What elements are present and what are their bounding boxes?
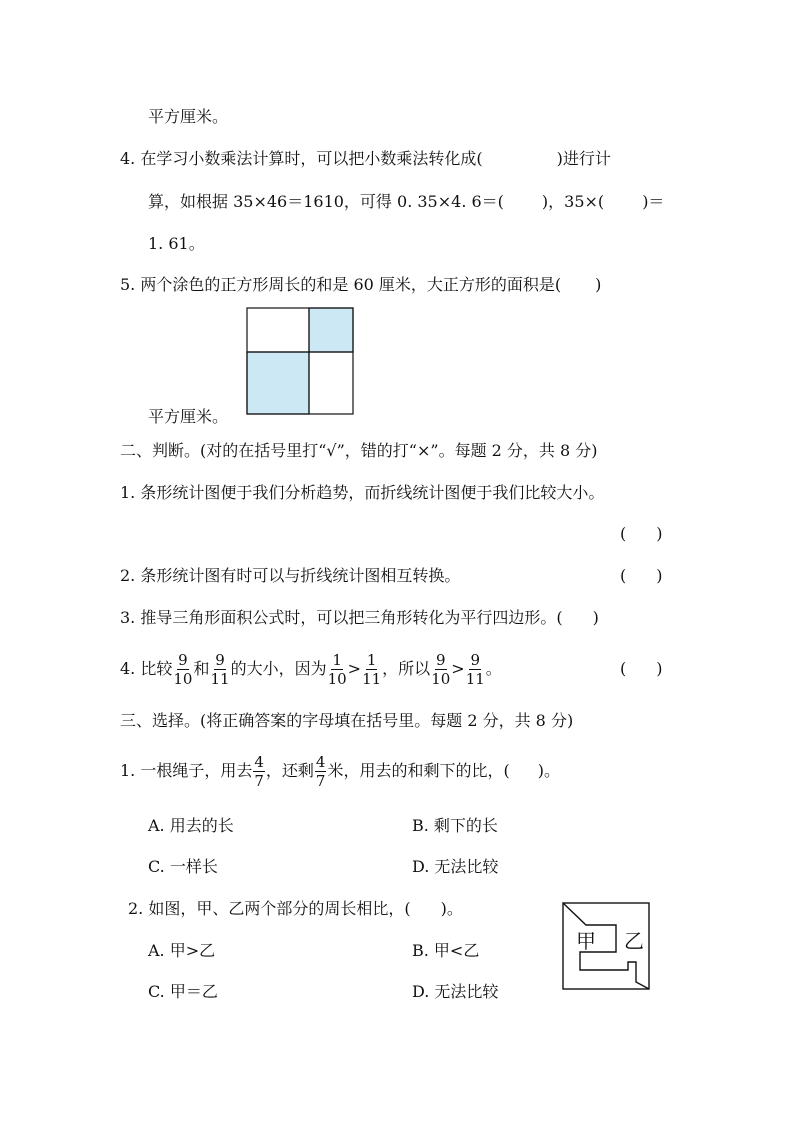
s2-q4-text-c: 的大小，因为 — [230, 659, 327, 678]
paren-open: ( — [620, 524, 627, 543]
s3-q1-text-d: )。 — [537, 761, 560, 780]
q4-line2 — [148, 191, 664, 213]
q3-continuation: 平方厘米。 — [148, 107, 229, 126]
s2-q4-text-a: 4. 比较 — [120, 659, 173, 678]
s2-q2: 2. 条形统计图有时可以与折线统计图相互转换。 — [120, 566, 461, 585]
numerator: 9 — [470, 651, 480, 669]
s3-q2-option-c[interactable]: C. 甲＝乙 — [148, 982, 218, 1001]
paren-open: ( — [620, 659, 627, 678]
fraction — [328, 651, 347, 688]
s3-q2-option-a[interactable]: A. 甲>乙 — [148, 941, 216, 960]
numerator: 4 — [315, 753, 326, 771]
greater-than: > — [347, 659, 362, 678]
numerator: 1 — [332, 651, 342, 669]
large-shaded-square — [247, 352, 309, 414]
q4-line3: 1. 61。 — [148, 234, 205, 253]
s2-q3 — [120, 607, 599, 629]
fraction — [315, 753, 327, 790]
fraction — [431, 651, 450, 688]
s3-q1-text-a: 1. 一根绳子，用去 — [120, 761, 253, 780]
fraction — [210, 651, 229, 688]
paren-close: ) — [656, 524, 663, 543]
fraction — [466, 651, 485, 688]
s2-q2-paren[interactable] — [620, 565, 663, 587]
greater-than: > — [451, 659, 465, 678]
squares-figure — [246, 307, 356, 417]
denominator: 11 — [465, 670, 485, 688]
q5-line2: 平方厘米。 — [148, 407, 229, 426]
denominator: 10 — [327, 670, 347, 688]
paren-close: ) — [656, 659, 663, 678]
s3-q1-stem — [120, 751, 560, 791]
q5-line1-text: 5. 两个涂色的正方形周长的和是 60 厘米，大正方形的面积是( — [120, 275, 562, 294]
s3-q2-option-b[interactable]: B. 甲<乙 — [412, 941, 480, 960]
q4-line1-text: 4. 在学习小数乘法计算时，可以把小数乘法转化成( — [120, 149, 483, 168]
s3-q1-option-c[interactable]: C. 一样长 — [148, 857, 218, 876]
s3-q1-option-b[interactable]: B. 剩下的长 — [412, 816, 498, 835]
fraction — [362, 651, 381, 688]
numerator: 9 — [178, 651, 188, 669]
s2-q1-paren[interactable] — [620, 523, 663, 545]
s2-q4-text-d: ，所以 — [382, 659, 431, 678]
q4-line1-end: )进行计 — [556, 149, 611, 168]
denominator: 10 — [431, 670, 451, 688]
section3-title: 三、选择。(将正确答案的字母填在括号里。每题 2 分，共 8 分) — [120, 711, 574, 730]
q4-line1 — [120, 148, 611, 170]
small-shaded-square — [309, 308, 353, 352]
s3-q2-stem — [128, 898, 463, 920]
paren-close: ) — [592, 608, 599, 627]
s2-q4-paren[interactable] — [620, 658, 663, 680]
q5-line1-end: ) — [595, 275, 602, 294]
fraction — [253, 753, 265, 790]
label-yi: 乙 — [624, 929, 644, 953]
s3-q1-text-c: 米，用去的和剩下的比，( — [327, 761, 510, 780]
jia-yi-figure — [562, 902, 652, 992]
denominator: 7 — [315, 772, 326, 790]
numerator: 9 — [215, 651, 225, 669]
numerator: 4 — [254, 753, 264, 771]
numerator: 1 — [366, 651, 377, 669]
fraction — [173, 651, 192, 688]
s3-q1-text-b: ，还剩 — [265, 761, 314, 780]
q4-line2-mid: )，35×( — [541, 192, 605, 211]
denominator: 10 — [173, 670, 193, 688]
s3-q2-option-d[interactable]: D. 无法比较 — [412, 982, 499, 1001]
s3-q1-option-a[interactable]: A. 用去的长 — [148, 816, 234, 835]
s3-q1-option-d[interactable]: D. 无法比较 — [412, 857, 499, 876]
s2-q4 — [120, 649, 502, 689]
denominator: 7 — [254, 772, 264, 790]
denominator: 11 — [362, 670, 382, 688]
denominator: 11 — [210, 670, 230, 688]
label-jia: 甲 — [576, 929, 596, 953]
q4-line2-end: )＝ — [642, 192, 665, 211]
paren-open: ( — [620, 566, 627, 585]
numerator: 9 — [435, 651, 446, 669]
s2-q4-text-e: 。 — [485, 659, 502, 678]
s2-q4-text-b: 和 — [193, 659, 210, 678]
q5-line1 — [120, 274, 601, 296]
section2-title: 二、判断。(对的在括号里打“√”，错的打“×”。每题 2 分，共 8 分) — [120, 441, 598, 460]
q4-line2-text: 算，如根据 35×46＝1610，可得 0. 35×4. 6＝( — [148, 192, 504, 211]
s2-q3-text: 3. 推导三角形面积公式时，可以把三角形转化为平行四边形。( — [120, 608, 563, 627]
s3-q2-text: 2. 如图，甲、乙两个部分的周长相比，( — [128, 899, 411, 918]
s3-q2-text-end: )。 — [440, 899, 463, 918]
paren-close: ) — [656, 566, 663, 585]
s2-q1: 1. 条形统计图便于我们分析趋势，而折线统计图便于我们比较大小。 — [120, 483, 605, 502]
